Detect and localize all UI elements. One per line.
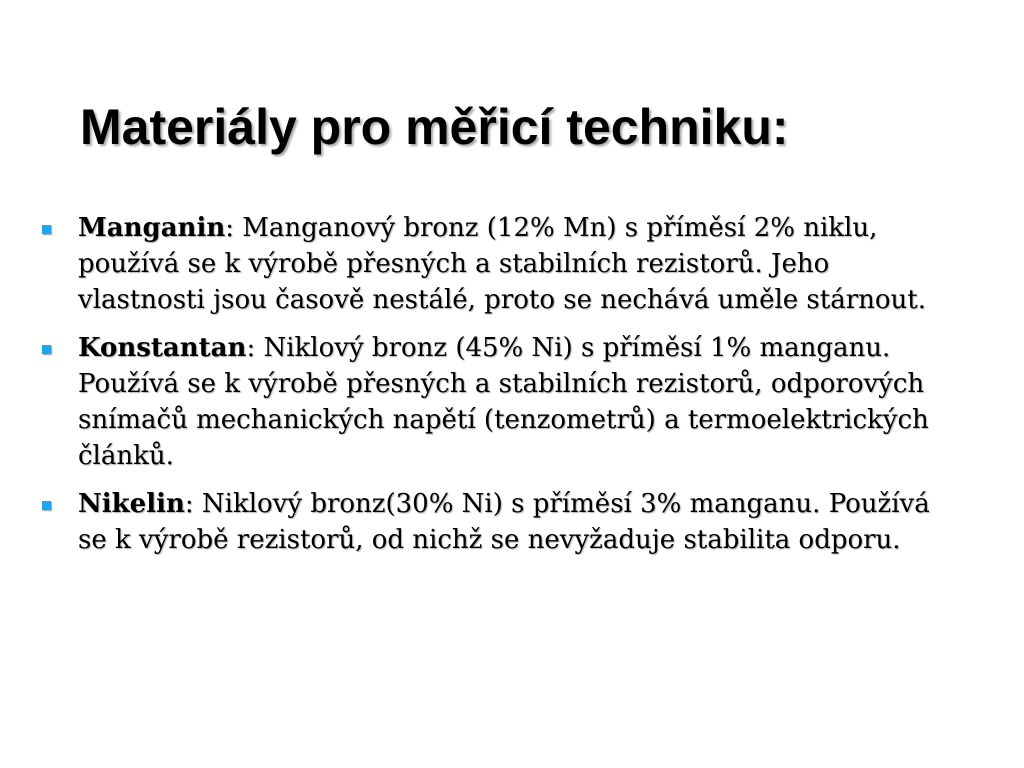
bullet-list	[40, 210, 940, 570]
bullet-text: : Niklový bronz (45% Ni) s příměsí 1% manganu. Používá se k výrobě přesných a stabilních rezistorů, odporových snímačů mechanických napětí (tenzometrů) a termoelektrických článků.	[78, 333, 929, 471]
bullet-term: Konstantan	[78, 333, 247, 363]
bullet-term: Manganin	[78, 213, 226, 243]
square-bullet-icon	[42, 501, 51, 510]
bullet-term: Nikelin	[78, 489, 185, 519]
square-bullet-icon	[42, 345, 51, 354]
bullet-text: : Manganový bronz (12% Mn) s příměsí 2% niklu, používá se k výrobě přesných a stabilních rezistorů. Jeho vlastnosti jsou časově nestálé, proto se nechává uměle stárnout.	[78, 213, 926, 315]
bullet-item-konstantan	[40, 330, 940, 474]
bullet-item-manganin	[40, 210, 940, 318]
bullet-item-nikelin	[40, 486, 940, 558]
slide-title: Materiály pro měřicí techniku:	[80, 99, 789, 155]
bullet-text: : Niklový bronz(30% Ni) s příměsí 3% manganu. Používá se k výrobě rezistorů, od nichž se nevyžaduje stabilita odporu.	[78, 489, 930, 555]
square-bullet-icon	[42, 225, 51, 234]
